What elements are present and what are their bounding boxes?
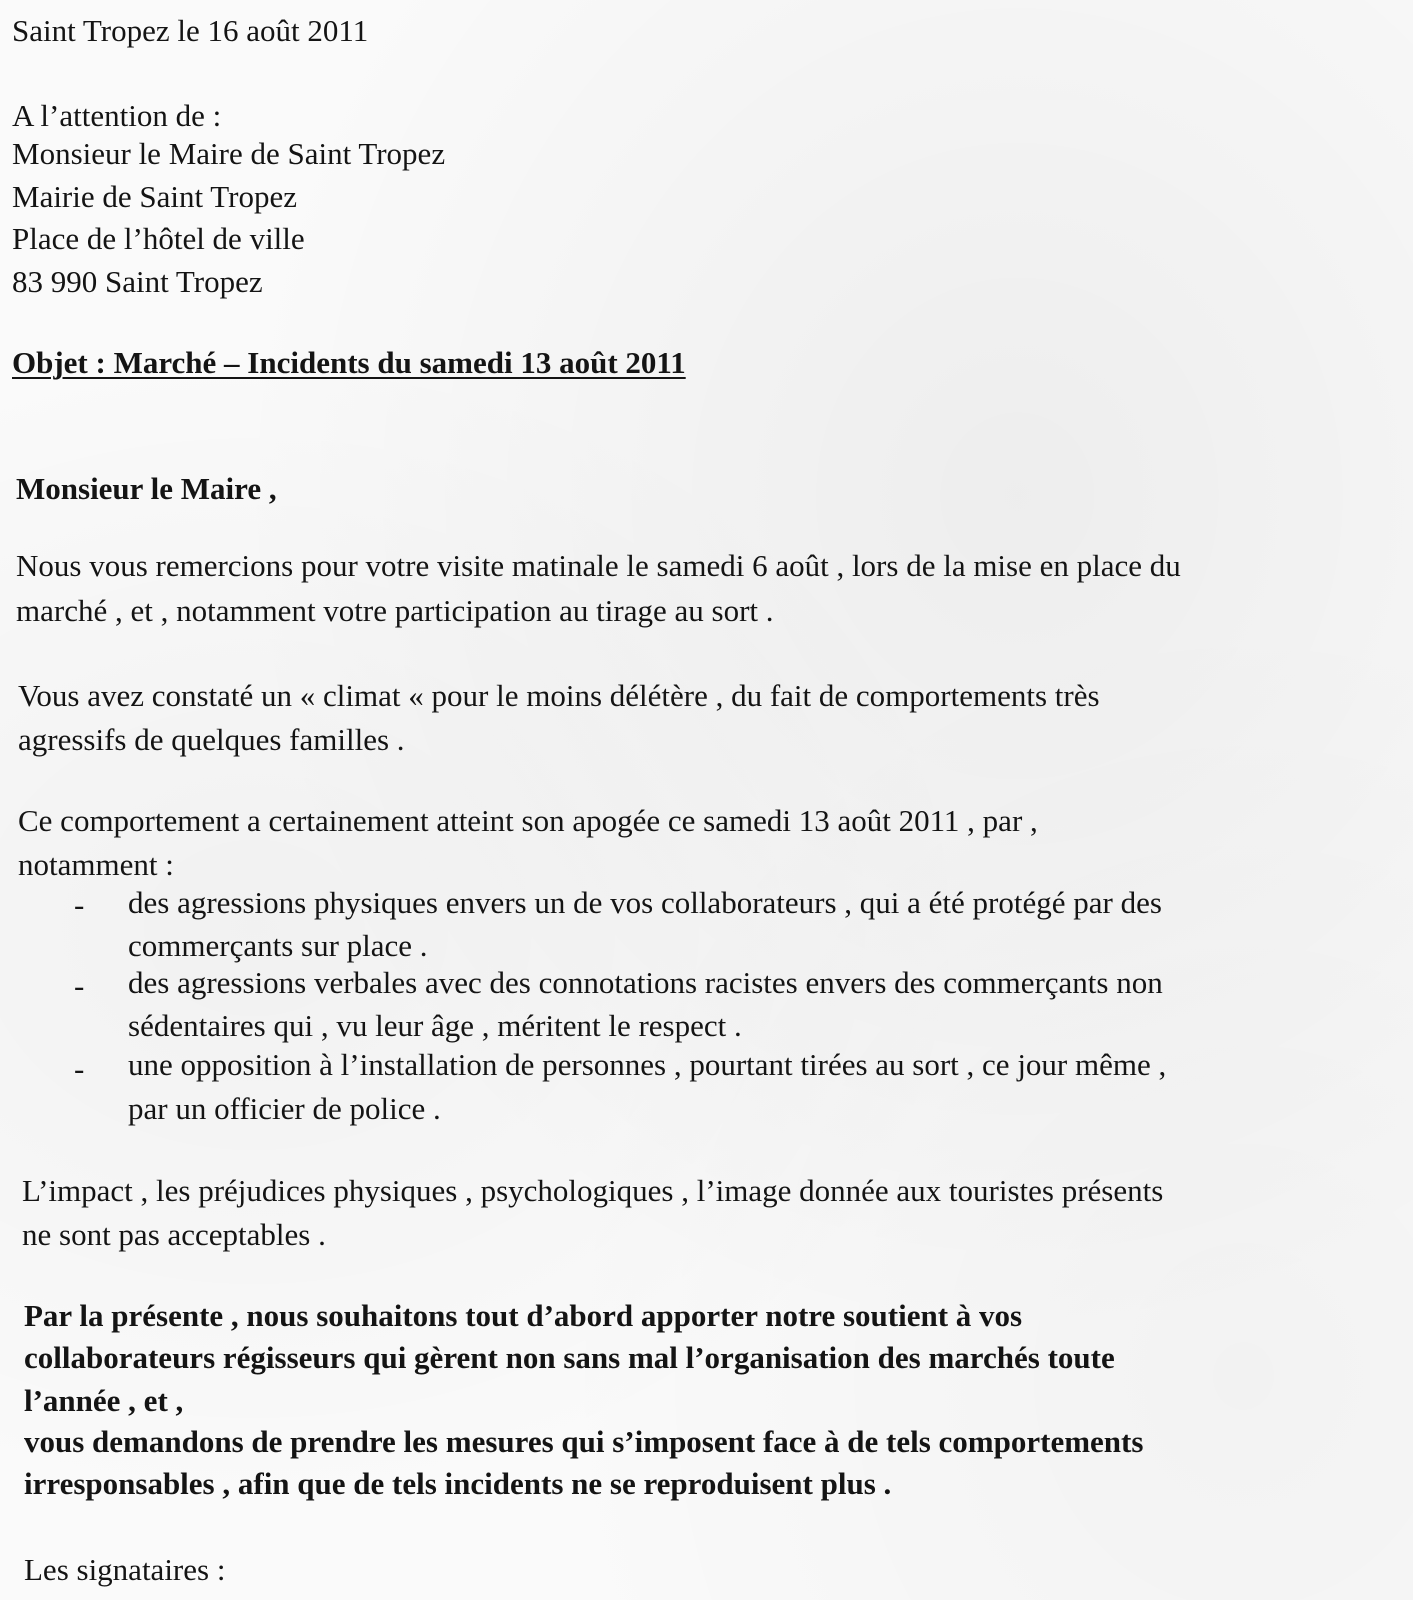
paragraph-2-line-1: Vous avez constaté un « climat « pour le moins délétère , du fait de comportements très xyxy=(18,678,1100,713)
bullet-2-line-2: sédentaires qui , vu leur âge , méritent le respect . xyxy=(128,1008,742,1043)
paragraph-5-line-3: l’année , et , xyxy=(24,1383,184,1418)
bullet-3-line-2: par un officier de police . xyxy=(128,1091,441,1126)
paragraph-2-line-2: agressifs de quelques familles . xyxy=(18,722,405,757)
closing-signatories: Les signataires : xyxy=(24,1552,226,1587)
bullet-1-line-1: des agressions physiques envers un de vos collaborateurs , qui a été protégé par des xyxy=(128,885,1162,920)
paragraph-5-line-1: Par la présente , nous souhaitons tout d’abord apporter notre soutient à vos xyxy=(24,1298,1023,1333)
paragraph-1-line-2: marché , et , notamment votre participation au tirage au sort . xyxy=(16,593,774,628)
paragraph-4-line-1: L’impact , les préjudices physiques , psychologiques , l’image donnée aux touristes présents xyxy=(22,1173,1164,1208)
paragraph-3-line-1: Ce comportement a certainement atteint son apogée ce samedi 13 août 2011 , par , xyxy=(18,803,1038,838)
paragraph-4-line-2: ne sont pas acceptables . xyxy=(22,1217,326,1252)
paragraph-3-line-2: notamment : xyxy=(18,847,174,882)
place-date: Saint Tropez le 16 août 2011 xyxy=(12,13,369,48)
paragraph-1-line-1: Nous vous remercions pour votre visite matinale le samedi 6 août , lors de la mise en place du xyxy=(16,548,1181,583)
recipient-attention: A l’attention de : xyxy=(12,98,222,133)
recipient-line-4: 83 990 Saint Tropez xyxy=(12,264,263,299)
salutation: Monsieur le Maire , xyxy=(16,471,277,506)
bullet-3-line-1: une opposition à l’installation de personnes , pourtant tirées au sort , ce jour même , xyxy=(128,1047,1167,1082)
recipient-line-3: Place de l’hôtel de ville xyxy=(12,221,305,256)
bullet-2-line-1: des agressions verbales avec des connotations racistes envers des commerçants non xyxy=(128,965,1163,1000)
paragraph-5-line-5: irresponsables , afin que de tels incidents ne se reproduisent plus . xyxy=(24,1466,892,1501)
bullet-marker: - xyxy=(74,1051,85,1086)
bullet-marker: - xyxy=(74,887,85,922)
paragraph-5-line-2: collaborateurs régisseurs qui gèrent non sans mal l’organisation des marchés toute xyxy=(24,1340,1115,1375)
subject-line: Objet : Marché – Incidents du samedi 13 août 2011 xyxy=(12,345,686,380)
recipient-line-2: Mairie de Saint Tropez xyxy=(12,179,297,214)
bullet-1-line-2: commerçants sur place . xyxy=(128,928,428,963)
bullet-marker: - xyxy=(74,968,85,1003)
recipient-line-1: Monsieur le Maire de Saint Tropez xyxy=(12,136,446,171)
paragraph-5-line-4: vous demandons de prendre les mesures qui s’imposent face à de tels comportements xyxy=(24,1424,1144,1459)
